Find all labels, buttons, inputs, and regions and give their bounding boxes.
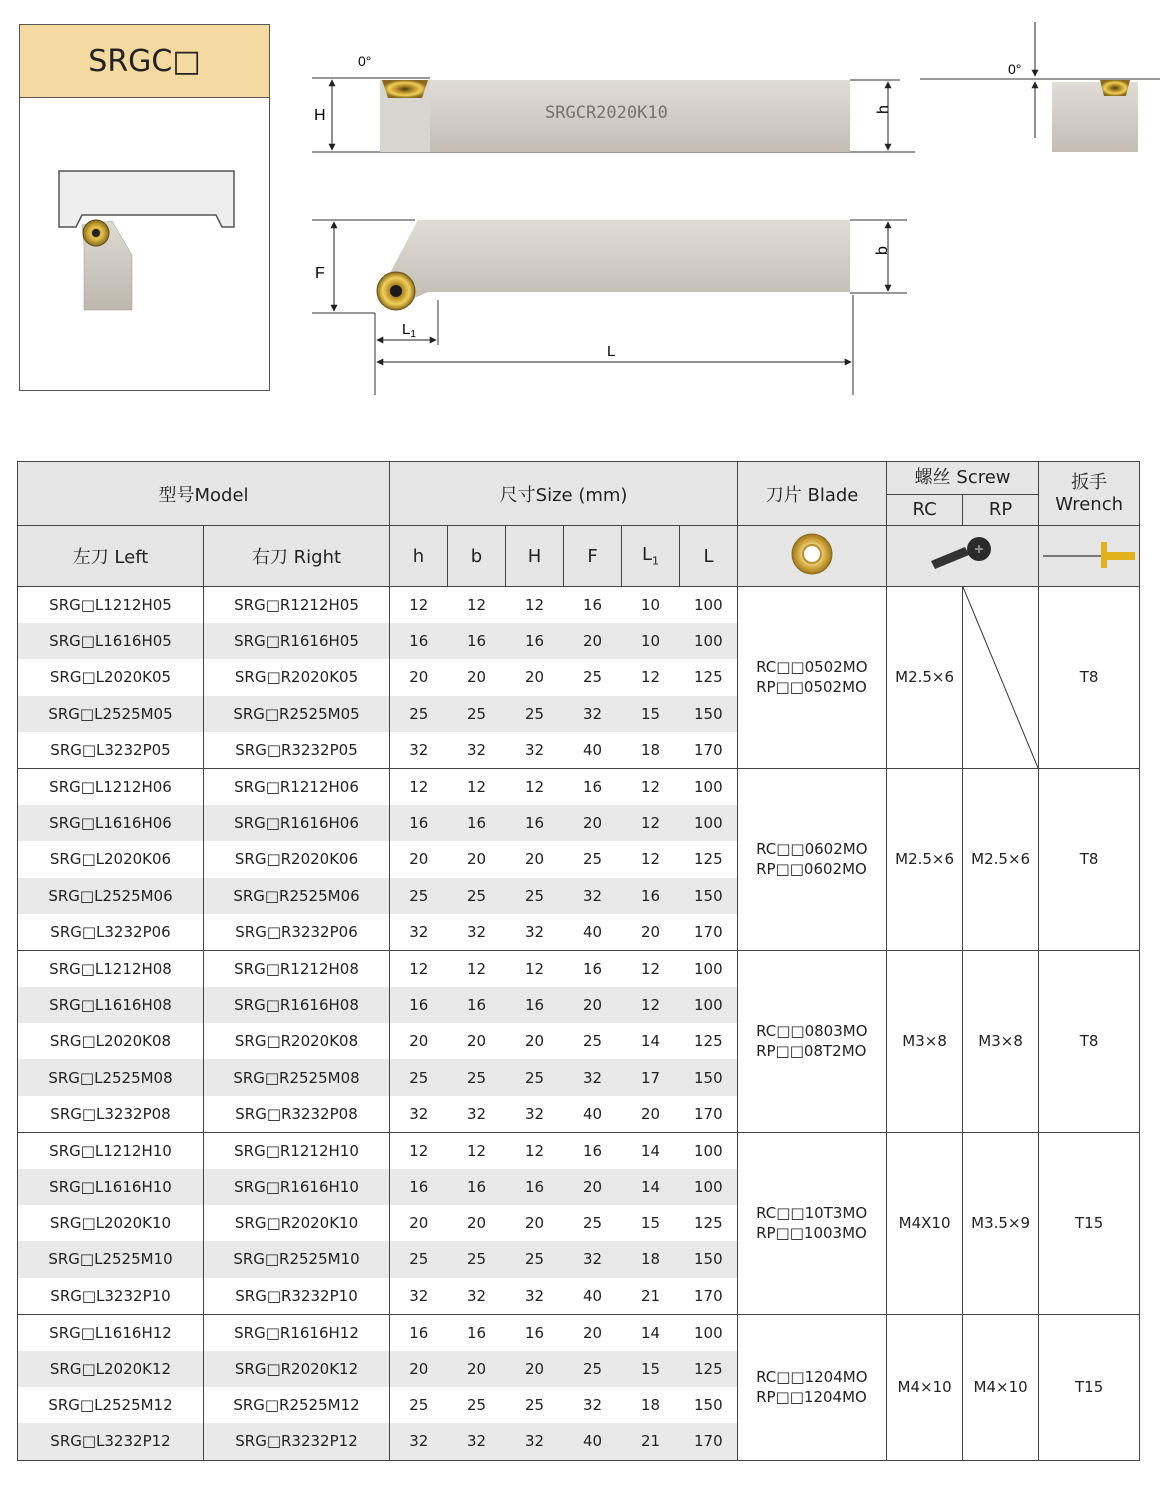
header-right: 右刀 Right bbox=[204, 526, 390, 587]
h-value: 25 bbox=[390, 696, 448, 732]
right-model: SRG□R2525M06 bbox=[204, 878, 390, 914]
header-col-F: F bbox=[564, 526, 622, 587]
right-model: SRG□R1212H08 bbox=[204, 950, 390, 987]
b-value: 12 bbox=[448, 587, 506, 624]
h-value: 32 bbox=[390, 1278, 448, 1315]
wrench-type: T8 bbox=[1039, 950, 1140, 1132]
header-col-L1: $L_1$ bbox=[622, 526, 680, 587]
b-value: 16 bbox=[448, 805, 506, 841]
h-value: 12 bbox=[390, 950, 448, 987]
F-value: 25 bbox=[564, 1351, 622, 1387]
header-size-cell: 尺寸Size (mm) bbox=[390, 462, 738, 526]
spec-table-rows bbox=[18, 587, 1140, 1461]
blade-model bbox=[738, 1314, 887, 1460]
header-col-b: b bbox=[448, 526, 506, 587]
right-model: SRG□R2020K08 bbox=[204, 1023, 390, 1059]
L1-value: 14 bbox=[622, 1132, 680, 1169]
right-model: SRG□R2020K06 bbox=[204, 841, 390, 877]
dim-F-label: F bbox=[315, 265, 325, 282]
L-value: 100 bbox=[680, 768, 738, 805]
right-model: SRG□R3232P06 bbox=[204, 914, 390, 951]
h-value: 25 bbox=[390, 1059, 448, 1095]
left-model: SRG□L1616H05 bbox=[18, 623, 204, 659]
header-screw-rc-label: RC bbox=[887, 495, 963, 525]
left-model: SRG□L3232P05 bbox=[18, 732, 204, 769]
F-value: 32 bbox=[564, 696, 622, 732]
right-model: SRG□R2525M08 bbox=[204, 1059, 390, 1095]
blade-rc: RC□□0602MO bbox=[756, 840, 868, 859]
F-value: 25 bbox=[582, 1032, 603, 1051]
L1-value: 12 bbox=[622, 805, 680, 841]
blade-rp: RP□□1003MO bbox=[756, 1224, 867, 1243]
insert-top-icon bbox=[382, 80, 428, 98]
right-model: SRG□R1212H10 bbox=[204, 1132, 390, 1169]
F-value: 40 bbox=[582, 922, 603, 941]
screw-rc: M2.5×6 bbox=[887, 768, 963, 950]
F-value: 40 bbox=[582, 1286, 603, 1305]
L-value: 100 bbox=[680, 623, 738, 659]
H-value: 25 bbox=[506, 1059, 564, 1095]
b-value: 20 bbox=[466, 850, 487, 869]
table-row bbox=[18, 1314, 1140, 1351]
dim-b-label: b bbox=[874, 246, 891, 255]
L1-value: 15 bbox=[622, 696, 680, 732]
h-value: 32 bbox=[390, 1096, 448, 1133]
L-value: 100 bbox=[680, 1314, 738, 1351]
holder-shank-front bbox=[380, 220, 850, 300]
right-model: SRG□R1212H05 bbox=[204, 587, 390, 624]
L-value: 125 bbox=[680, 1351, 738, 1387]
F-value: 20 bbox=[564, 987, 622, 1023]
F-value: 20 bbox=[564, 1169, 622, 1205]
L-value: 100 bbox=[680, 1169, 738, 1205]
h-value: 32 bbox=[390, 1423, 448, 1460]
L1-value: 10 bbox=[622, 587, 680, 624]
right-model: SRG□R3232P10 bbox=[204, 1278, 390, 1315]
table-row bbox=[18, 950, 1140, 987]
L1-value: 15 bbox=[640, 1214, 661, 1233]
blade-rp: RP□□1204MO bbox=[756, 1388, 867, 1407]
product-title: SRGC□ bbox=[20, 25, 269, 98]
table-row bbox=[18, 768, 1140, 805]
L-value: 150 bbox=[680, 696, 738, 732]
L-value: 125 bbox=[680, 841, 738, 877]
angle-right-label: 0° bbox=[1008, 61, 1022, 77]
screw-rc: M3×8 bbox=[887, 950, 963, 1132]
L-value: 100 bbox=[680, 950, 738, 987]
L1-value: 14 bbox=[622, 1314, 680, 1351]
H-value: 20 bbox=[524, 1214, 545, 1233]
blade-rc: RC□□0502MO bbox=[756, 658, 868, 677]
F-value: 20 bbox=[564, 623, 622, 659]
blade-insert-icon bbox=[788, 530, 836, 578]
blade-image bbox=[738, 526, 887, 587]
H-value: 20 bbox=[524, 668, 545, 687]
h-value: 16 bbox=[390, 1169, 448, 1205]
screw-rp: M4×10 bbox=[963, 1314, 1039, 1460]
F-value: 16 bbox=[564, 768, 622, 805]
b-value: 20 bbox=[448, 1351, 506, 1387]
H-value: 16 bbox=[506, 1169, 564, 1205]
F-value: 32 bbox=[564, 1241, 622, 1277]
right-model: SRG□R3232P08 bbox=[204, 1096, 390, 1133]
H-value: 12 bbox=[506, 587, 564, 624]
h-value: 16 bbox=[390, 805, 448, 841]
L-value: 170 bbox=[680, 732, 738, 769]
left-model: SRG□L1616H06 bbox=[18, 805, 204, 841]
L-value: 170 bbox=[680, 914, 738, 951]
angle-left-label: 0° bbox=[358, 53, 372, 69]
h-value: 12 bbox=[390, 768, 448, 805]
header-screw-title: 螺丝 Screw bbox=[887, 462, 1038, 495]
h-value: 32 bbox=[390, 732, 448, 769]
screw-icon bbox=[925, 531, 1001, 577]
left-model: SRG□L2525M08 bbox=[18, 1059, 204, 1095]
left-model: SRG□L3232P10 bbox=[18, 1278, 204, 1315]
b-value: 16 bbox=[448, 987, 506, 1023]
L-value: 150 bbox=[680, 1059, 738, 1095]
right-model: SRG□R2020K05 bbox=[204, 659, 390, 695]
h-value: 12 bbox=[390, 1132, 448, 1169]
h-value: 16 bbox=[390, 1314, 448, 1351]
left-model: SRG□L2525M05 bbox=[18, 696, 204, 732]
h-value: 20 bbox=[390, 659, 448, 695]
H-value: 20 bbox=[524, 1032, 545, 1051]
header-col-L: L bbox=[680, 526, 738, 587]
h-value: 20 bbox=[390, 841, 448, 877]
H-value: 32 bbox=[524, 1104, 545, 1123]
h-value: 16 bbox=[390, 987, 448, 1023]
product-card bbox=[19, 24, 270, 391]
dim-L-label: L bbox=[607, 343, 616, 360]
screw-rp bbox=[963, 587, 1039, 769]
screw-image bbox=[887, 526, 1039, 587]
left-model: SRG□L2525M10 bbox=[18, 1241, 204, 1277]
right-model: SRG□R1616H05 bbox=[204, 623, 390, 659]
h-value: 20 bbox=[390, 1023, 448, 1059]
left-model: SRG□L1616H08 bbox=[18, 987, 204, 1023]
b-value: 16 bbox=[448, 623, 506, 659]
right-model: SRG□R2525M10 bbox=[204, 1241, 390, 1277]
L1-value: 17 bbox=[622, 1059, 680, 1095]
left-model: SRG□L3232P12 bbox=[18, 1423, 204, 1460]
H-value: 25 bbox=[524, 1396, 545, 1415]
H-value: 12 bbox=[506, 950, 564, 987]
L1-value: 16 bbox=[622, 878, 680, 914]
H-value: 20 bbox=[506, 1351, 564, 1387]
right-model: SRG□R1616H12 bbox=[204, 1314, 390, 1351]
left-model: SRG□L1616H10 bbox=[18, 1169, 204, 1205]
blade-rc: RC□□10T3MO bbox=[756, 1204, 868, 1223]
table-row bbox=[18, 587, 1140, 624]
right-model: SRG□R1616H08 bbox=[204, 987, 390, 1023]
technical-drawing bbox=[300, 0, 1174, 400]
L-value: 150 bbox=[680, 1241, 738, 1277]
b-value: 32 bbox=[448, 1423, 506, 1460]
right-model: SRG□R2525M12 bbox=[204, 1387, 390, 1423]
L-value: 100 bbox=[680, 1132, 738, 1169]
left-model: SRG□L1212H08 bbox=[18, 950, 204, 987]
h-value: 25 bbox=[390, 878, 448, 914]
L-value: 100 bbox=[680, 805, 738, 841]
b-value: 12 bbox=[448, 950, 506, 987]
L-value: 125 bbox=[680, 1023, 738, 1059]
header-wrench-cell bbox=[1039, 462, 1140, 526]
screw-rc: M4X10 bbox=[887, 1132, 963, 1314]
table-row bbox=[18, 1132, 1140, 1169]
h-value: 25 bbox=[390, 1387, 448, 1423]
header-wrench-cn-label: 扳手 bbox=[1071, 471, 1108, 493]
left-model: SRG□L1212H06 bbox=[18, 768, 204, 805]
left-model: SRG□L2020K08 bbox=[18, 1023, 204, 1059]
L-value: 125 bbox=[680, 659, 738, 695]
right-model: SRG□R1616H06 bbox=[204, 805, 390, 841]
left-model: SRG□L2020K10 bbox=[18, 1205, 204, 1241]
L1-value: 15 bbox=[622, 1351, 680, 1387]
b-value: 16 bbox=[448, 1169, 506, 1205]
L-value: 125 bbox=[680, 1205, 738, 1241]
L1-value: 18 bbox=[640, 740, 661, 759]
wrench-type: T8 bbox=[1039, 768, 1140, 950]
wrench-type: T15 bbox=[1039, 1132, 1140, 1314]
left-model: SRG□L2525M06 bbox=[18, 878, 204, 914]
H-value: 32 bbox=[524, 922, 545, 941]
F-value: 16 bbox=[564, 950, 622, 987]
blade-rp: RP□□08T2MO bbox=[756, 1042, 867, 1061]
H-value: 32 bbox=[506, 1423, 564, 1460]
tool-holder-icon bbox=[54, 165, 254, 340]
H-value: 25 bbox=[506, 696, 564, 732]
b-value: 12 bbox=[448, 1132, 506, 1169]
b-value: 25 bbox=[448, 1059, 506, 1095]
screw-rc: M2.5×6 bbox=[887, 587, 963, 769]
F-value: 40 bbox=[564, 1423, 622, 1460]
right-model: SRG□R1616H10 bbox=[204, 1169, 390, 1205]
header-col-h: h bbox=[390, 526, 448, 587]
L1-value: 12 bbox=[622, 768, 680, 805]
L1-value: 12 bbox=[640, 850, 661, 869]
right-model: SRG□R2525M05 bbox=[204, 696, 390, 732]
b-value: 32 bbox=[466, 1286, 487, 1305]
L-value: 170 bbox=[680, 1423, 738, 1460]
blade-model bbox=[738, 768, 887, 950]
H-value: 16 bbox=[506, 623, 564, 659]
H-value: 32 bbox=[524, 1286, 545, 1305]
H-value: 16 bbox=[506, 805, 564, 841]
b-value: 20 bbox=[466, 1032, 487, 1051]
left-model: SRG□L2525M12 bbox=[18, 1387, 204, 1423]
wrench-image bbox=[1039, 526, 1140, 587]
left-model: SRG□L1616H12 bbox=[18, 1314, 204, 1351]
left-model: SRG□L3232P06 bbox=[18, 914, 204, 951]
h-value: 20 bbox=[390, 1351, 448, 1387]
screw-rc: M4×10 bbox=[887, 1314, 963, 1460]
end-view-insert-icon bbox=[1100, 80, 1130, 96]
right-model: SRG□R3232P12 bbox=[204, 1423, 390, 1460]
left-model: SRG□L2020K05 bbox=[18, 659, 204, 695]
b-value: 25 bbox=[466, 1396, 487, 1415]
F-value: 40 bbox=[582, 740, 603, 759]
L-value: 150 bbox=[680, 878, 738, 914]
L1-value: 18 bbox=[622, 1241, 680, 1277]
header-blade-cell: 刀片 Blade bbox=[738, 462, 887, 526]
dim-L1-label: $L_1$ bbox=[402, 321, 416, 340]
h-value: 16 bbox=[390, 623, 448, 659]
right-model: SRG□R2020K10 bbox=[204, 1205, 390, 1241]
L-value: 100 bbox=[680, 987, 738, 1023]
header-wrench-en-label: Wrench bbox=[1055, 493, 1123, 515]
L1-value: 12 bbox=[622, 987, 680, 1023]
screw-rp: M2.5×6 bbox=[963, 768, 1039, 950]
H-value: 12 bbox=[506, 768, 564, 805]
L1-value: 20 bbox=[640, 922, 661, 941]
L-value: 150 bbox=[680, 1387, 738, 1423]
L1-value: 18 bbox=[640, 1396, 661, 1415]
header-left: 左刀 Left bbox=[18, 526, 204, 587]
blade-rc: RC□□1204MO bbox=[756, 1368, 868, 1387]
F-value: 25 bbox=[582, 850, 603, 869]
L1-value: 20 bbox=[640, 1104, 661, 1123]
wrench-type: T8 bbox=[1039, 587, 1140, 769]
H-value: 25 bbox=[506, 878, 564, 914]
b-value: 32 bbox=[466, 922, 487, 941]
holder-marking: SRGCR2020K10 bbox=[545, 103, 668, 123]
F-value: 32 bbox=[564, 878, 622, 914]
b-value: 32 bbox=[466, 1104, 487, 1123]
dim-H-label: H bbox=[314, 107, 326, 124]
b-value: 20 bbox=[466, 668, 487, 687]
b-value: 25 bbox=[448, 696, 506, 732]
h-value: 20 bbox=[390, 1205, 448, 1241]
L-value: 170 bbox=[680, 1278, 738, 1315]
h-value: 12 bbox=[390, 587, 448, 624]
L1-value: 21 bbox=[640, 1286, 661, 1305]
wrench-type: T15 bbox=[1039, 1314, 1140, 1460]
H-value: 20 bbox=[524, 850, 545, 869]
h-value: 25 bbox=[390, 1241, 448, 1277]
L1-value: 14 bbox=[640, 1032, 661, 1051]
not-applicable-slash bbox=[963, 587, 1038, 768]
right-model: SRG□R2020K12 bbox=[204, 1351, 390, 1387]
F-value: 20 bbox=[564, 1314, 622, 1351]
H-value: 32 bbox=[524, 740, 545, 759]
F-value: 25 bbox=[582, 1214, 603, 1233]
H-value: 16 bbox=[506, 1314, 564, 1351]
header-screw-cell bbox=[887, 462, 1039, 526]
wrench-icon bbox=[1041, 534, 1137, 574]
blade-rp: RP□□0502MO bbox=[756, 678, 867, 697]
b-value: 20 bbox=[466, 1214, 487, 1233]
screw-rp: M3×8 bbox=[963, 950, 1039, 1132]
b-value: 25 bbox=[448, 1241, 506, 1277]
H-value: 12 bbox=[506, 1132, 564, 1169]
H-value: 16 bbox=[506, 987, 564, 1023]
F-value: 25 bbox=[582, 668, 603, 687]
b-value: 12 bbox=[448, 768, 506, 805]
L1-value: 12 bbox=[622, 950, 680, 987]
F-value: 16 bbox=[564, 587, 622, 624]
F-value: 20 bbox=[564, 805, 622, 841]
L1-value: 10 bbox=[622, 623, 680, 659]
F-value: 16 bbox=[564, 1132, 622, 1169]
L-value: 170 bbox=[680, 1096, 738, 1133]
left-model: SRG□L1212H05 bbox=[18, 587, 204, 624]
blade-model bbox=[738, 1132, 887, 1314]
left-model: SRG□L2020K12 bbox=[18, 1351, 204, 1387]
H-value: 25 bbox=[506, 1241, 564, 1277]
header-model-cell: 型号Model bbox=[18, 462, 390, 526]
right-model: SRG□R1212H06 bbox=[204, 768, 390, 805]
header-col-H: H bbox=[506, 526, 564, 587]
F-value: 40 bbox=[582, 1104, 603, 1123]
b-value: 32 bbox=[466, 740, 487, 759]
blade-rc: RC□□0803MO bbox=[756, 1022, 868, 1041]
header-screw-rp-label: RP bbox=[988, 499, 1013, 520]
F-value: 32 bbox=[564, 1059, 622, 1095]
blade-model bbox=[738, 587, 887, 769]
spec-table-body bbox=[17, 461, 1140, 1461]
L-value: 100 bbox=[680, 587, 738, 624]
left-model: SRG□L2020K06 bbox=[18, 841, 204, 877]
L1-value: 12 bbox=[640, 668, 661, 687]
L1-value: 21 bbox=[622, 1423, 680, 1460]
dim-h-label: h bbox=[875, 105, 892, 114]
h-value: 32 bbox=[390, 914, 448, 951]
left-model: SRG□L1212H10 bbox=[18, 1132, 204, 1169]
L1-value: 14 bbox=[622, 1169, 680, 1205]
blade-rp: RP□□0602MO bbox=[756, 860, 867, 879]
b-value: 16 bbox=[448, 1314, 506, 1351]
screw-rp: M3.5×9 bbox=[963, 1132, 1039, 1314]
blade-model bbox=[738, 950, 887, 1132]
left-model: SRG□L3232P08 bbox=[18, 1096, 204, 1133]
F-value: 32 bbox=[582, 1396, 603, 1415]
b-value: 25 bbox=[448, 878, 506, 914]
right-model: SRG□R3232P05 bbox=[204, 732, 390, 769]
